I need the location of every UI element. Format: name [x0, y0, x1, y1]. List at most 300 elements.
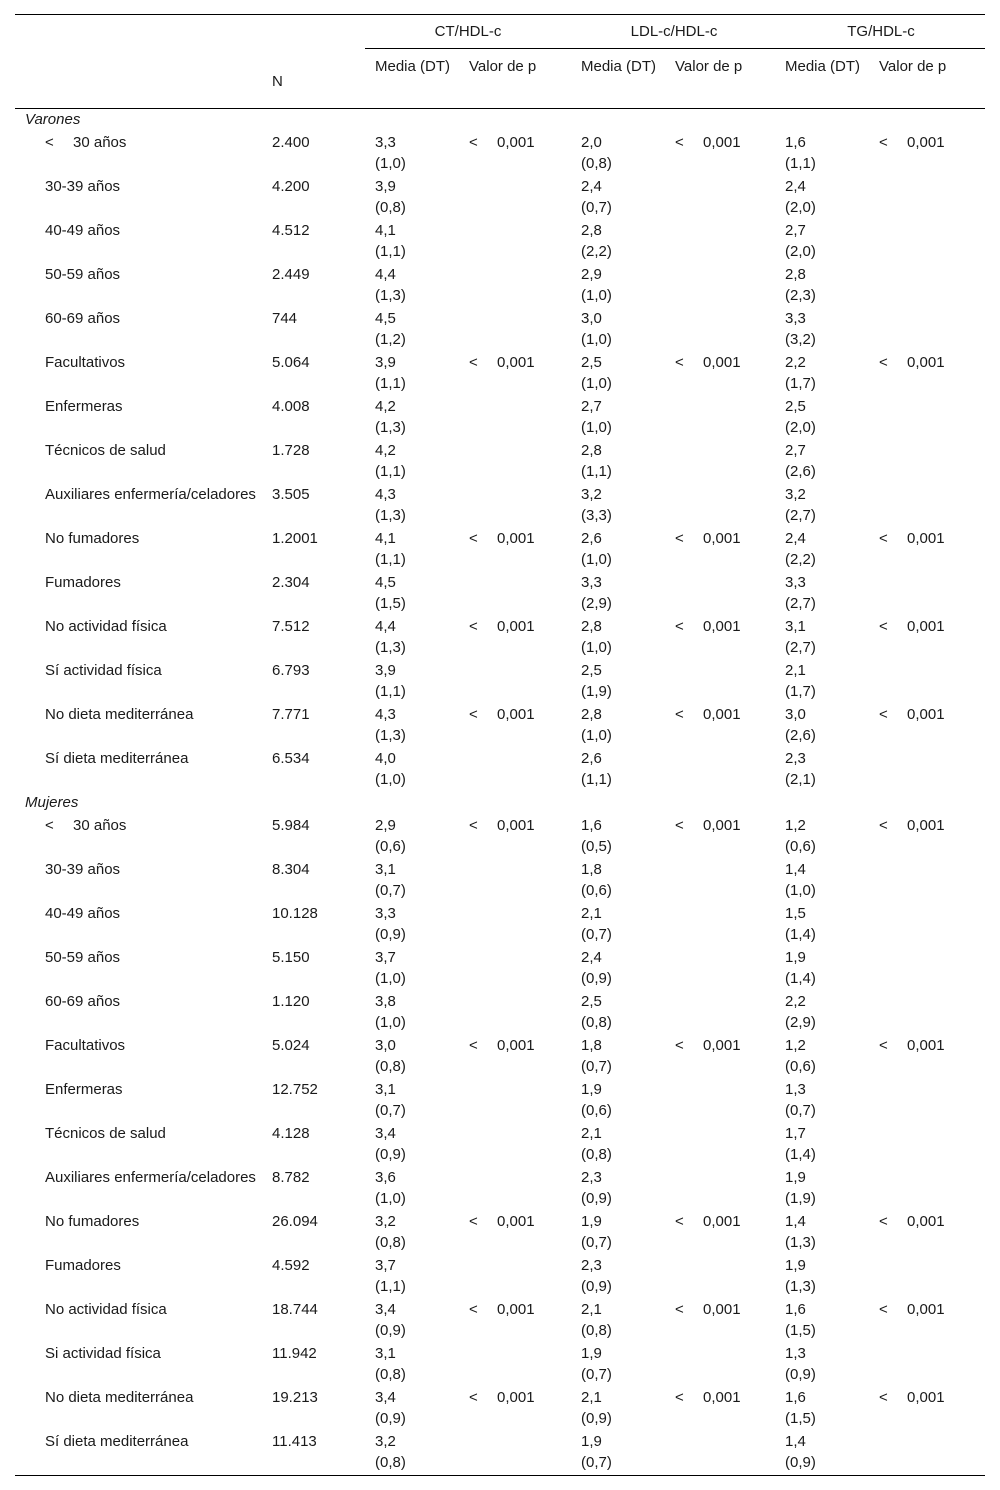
tg-sd: (1,1)	[785, 155, 816, 172]
header-ct-mean: Media (DT)	[375, 58, 451, 75]
ldl-pvalue-cell	[665, 176, 777, 220]
table-row	[15, 1255, 985, 1299]
ldl-mean-cell	[571, 572, 665, 616]
ldl-mean-cell	[571, 308, 665, 352]
ldl-sd: (0,5)	[581, 838, 612, 855]
section-title: Mujeres	[25, 794, 79, 811]
ldl-sd: (0,8)	[581, 1322, 612, 1339]
header-tg-mean: Media (DT)	[785, 58, 861, 75]
ldl-sd: (3,3)	[581, 507, 612, 524]
table-row	[15, 991, 985, 1035]
ct-pvalue-cell	[459, 815, 571, 859]
tg-sd: (2,7)	[785, 507, 816, 524]
header-ldl-hdl: LDL-c/HDL-c	[571, 15, 777, 49]
tg-sd: (1,0)	[785, 882, 816, 899]
n-value: 4.128	[272, 1125, 310, 1142]
tg-pvalue-cell	[867, 1299, 985, 1343]
tg-mean: 1,4	[785, 1213, 806, 1230]
tg-mean-cell	[777, 1299, 867, 1343]
ldl-sd: (1,0)	[581, 551, 612, 568]
n-value: 5.024	[272, 1037, 310, 1054]
ct-mean: 3,8	[375, 993, 396, 1010]
ldl-mean: 2,4	[581, 949, 602, 966]
row-label: Auxiliares enfermería/celadores	[45, 486, 256, 503]
ct-sd: (1,3)	[375, 419, 406, 436]
table-row	[15, 748, 985, 792]
ct-pvalue-cell	[459, 396, 571, 440]
tg-sd: (0,6)	[785, 1058, 816, 1075]
ldl-pvalue-cell	[665, 1123, 777, 1167]
tg-pvalue-cell	[867, 1343, 985, 1387]
ldl-mean-cell	[571, 1079, 665, 1123]
tg-mean-cell	[777, 947, 867, 991]
ct-mean-cell	[365, 264, 459, 308]
ct-pvalue-cell	[459, 1255, 571, 1299]
table-row	[15, 704, 985, 748]
ct-mean: 4,0	[375, 750, 396, 767]
ldl-mean-cell	[571, 1035, 665, 1079]
ct-pvalue-cell	[459, 1299, 571, 1343]
ct-mean: 3,9	[375, 662, 396, 679]
table-row	[15, 484, 985, 528]
row-label: Si actividad física	[45, 1345, 161, 1362]
tg-mean: 2,7	[785, 222, 806, 239]
ldl-mean: 1,9	[581, 1213, 602, 1230]
tg-pvalue-cell	[867, 1387, 985, 1431]
ldl-sd: (1,0)	[581, 639, 612, 656]
less-than-symbol: <	[469, 706, 478, 723]
ldl-sd: (0,9)	[581, 1190, 612, 1207]
tg-pvalue-cell	[867, 1211, 985, 1255]
tg-pvalue: 0,001	[907, 618, 945, 635]
ct-mean: 2,9	[375, 817, 396, 834]
less-than-symbol: <	[469, 618, 478, 635]
tg-sd: (0,9)	[785, 1454, 816, 1471]
ct-mean-cell	[365, 1387, 459, 1431]
ct-mean-cell	[365, 484, 459, 528]
tg-mean: 3,3	[785, 574, 806, 591]
tg-mean-cell	[777, 308, 867, 352]
tg-sd: (1,9)	[785, 1190, 816, 1207]
ct-sd: (1,1)	[375, 551, 406, 568]
ct-pvalue: 0,001	[497, 618, 535, 635]
ct-mean: 3,3	[375, 134, 396, 151]
ldl-sd: (0,8)	[581, 1014, 612, 1031]
ct-sd: (1,0)	[375, 155, 406, 172]
ct-pvalue: 0,001	[497, 354, 535, 371]
row-label: Técnicos de salud	[45, 1125, 166, 1142]
row-label: Enfermeras	[45, 398, 123, 415]
tg-sd: (2,7)	[785, 595, 816, 612]
row-label	[15, 132, 272, 176]
ldl-mean-cell	[571, 176, 665, 220]
tg-pvalue-cell	[867, 572, 985, 616]
ct-sd: (0,8)	[375, 1454, 406, 1471]
ldl-pvalue-cell	[665, 1431, 777, 1476]
ct-pvalue-cell	[459, 352, 571, 396]
header-blank-n	[272, 15, 365, 49]
ct-pvalue-cell	[459, 484, 571, 528]
ct-mean-cell	[365, 1299, 459, 1343]
tg-mean-cell	[777, 1343, 867, 1387]
less-than-symbol: <	[675, 354, 684, 371]
n-value: 6.793	[272, 662, 310, 679]
tg-sd: (1,4)	[785, 1146, 816, 1163]
n-value: 4.512	[272, 222, 310, 239]
tg-sd: (2,7)	[785, 639, 816, 656]
ct-pvalue-cell	[459, 903, 571, 947]
tg-pvalue-cell	[867, 352, 985, 396]
ct-sd: (0,7)	[375, 882, 406, 899]
tg-mean-cell	[777, 572, 867, 616]
ldl-mean: 2,6	[581, 750, 602, 767]
ldl-sd: (0,7)	[581, 1454, 612, 1471]
less-than-symbol: <	[675, 706, 684, 723]
ldl-pvalue: 0,001	[703, 354, 741, 371]
table-row	[15, 616, 985, 660]
ct-pvalue-cell	[459, 991, 571, 1035]
less-than-symbol: <	[469, 1213, 478, 1230]
less-than-symbol: <	[469, 530, 478, 547]
tg-sd: (2,6)	[785, 727, 816, 744]
ct-mean-cell	[365, 132, 459, 176]
tg-mean-cell	[777, 220, 867, 264]
less-than-symbol: <	[879, 706, 888, 723]
row-label: Enfermeras	[45, 1081, 123, 1098]
tg-mean-cell	[777, 132, 867, 176]
ct-sd: (1,0)	[375, 1014, 406, 1031]
header-tg-pvalue: Valor de p	[879, 58, 947, 75]
row-label: 30-39 años	[45, 178, 121, 195]
ldl-pvalue-cell	[665, 528, 777, 572]
tg-sd: (2,0)	[785, 419, 816, 436]
table-row	[15, 1079, 985, 1123]
ldl-mean-cell	[571, 947, 665, 991]
tg-pvalue-cell	[867, 704, 985, 748]
tg-mean-cell	[777, 748, 867, 792]
tg-mean-cell	[777, 1211, 867, 1255]
ldl-pvalue-cell	[665, 748, 777, 792]
ldl-pvalue-cell	[665, 264, 777, 308]
tg-pvalue: 0,001	[907, 1301, 945, 1318]
ct-mean: 3,9	[375, 354, 396, 371]
ldl-mean: 2,3	[581, 1257, 602, 1274]
ldl-pvalue-cell	[665, 396, 777, 440]
ldl-mean-cell	[571, 1343, 665, 1387]
row-label: No actividad física	[45, 1301, 167, 1318]
tg-sd: (0,6)	[785, 838, 816, 855]
ldl-mean-cell	[571, 220, 665, 264]
tg-mean: 1,4	[785, 861, 806, 878]
less-than-symbol: <	[879, 1389, 888, 1406]
table-row	[15, 396, 985, 440]
tg-mean: 2,5	[785, 398, 806, 415]
row-label-text: 30 años	[73, 817, 127, 834]
tg-sd: (1,3)	[785, 1234, 816, 1251]
tg-pvalue-cell	[867, 528, 985, 572]
tg-mean: 1,2	[785, 1037, 806, 1054]
tg-mean-cell	[777, 1167, 867, 1211]
n-value: 4.200	[272, 178, 310, 195]
ct-pvalue-cell	[459, 440, 571, 484]
ct-mean: 4,2	[375, 398, 396, 415]
n-value: 1.2001	[272, 530, 318, 547]
table-row	[15, 528, 985, 572]
ldl-sd: (1,0)	[581, 727, 612, 744]
ldl-mean: 1,9	[581, 1345, 602, 1362]
ldl-mean-cell	[571, 132, 665, 176]
n-value: 7.512	[272, 618, 310, 635]
header-label-col	[15, 49, 272, 109]
tg-mean: 2,8	[785, 266, 806, 283]
ldl-pvalue: 0,001	[703, 134, 741, 151]
ct-mean-cell	[365, 903, 459, 947]
ct-pvalue: 0,001	[497, 1301, 535, 1318]
ldl-pvalue: 0,001	[703, 817, 741, 834]
header-column-row	[15, 49, 985, 109]
ct-pvalue-cell	[459, 264, 571, 308]
tg-mean: 2,7	[785, 442, 806, 459]
ct-mean: 3,4	[375, 1301, 396, 1318]
n-value: 26.094	[272, 1213, 318, 1230]
ldl-pvalue-cell	[665, 947, 777, 991]
ldl-sd: (0,7)	[581, 1366, 612, 1383]
section-title: Varones	[25, 111, 81, 128]
tg-mean: 1,3	[785, 1345, 806, 1362]
ct-pvalue: 0,001	[497, 530, 535, 547]
ct-mean-cell	[365, 572, 459, 616]
ldl-mean-cell	[571, 528, 665, 572]
tg-mean: 1,2	[785, 817, 806, 834]
ldl-pvalue-cell	[665, 616, 777, 660]
ldl-mean: 1,8	[581, 1037, 602, 1054]
table-row	[15, 220, 985, 264]
ct-mean-cell	[365, 1079, 459, 1123]
tg-pvalue-cell	[867, 308, 985, 352]
row-label: Técnicos de salud	[45, 442, 166, 459]
ct-sd: (1,3)	[375, 727, 406, 744]
tg-mean-cell	[777, 991, 867, 1035]
ct-pvalue-cell	[459, 176, 571, 220]
ct-pvalue-cell	[459, 1123, 571, 1167]
tg-sd: (1,3)	[785, 1278, 816, 1295]
table-row	[15, 1123, 985, 1167]
header-ldl-pvalue: Valor de p	[675, 58, 743, 75]
tg-sd: (2,0)	[785, 199, 816, 216]
ldl-pvalue-cell	[665, 1211, 777, 1255]
ldl-pvalue-cell	[665, 440, 777, 484]
n-value: 11.942	[272, 1345, 317, 1362]
row-label: Sí dieta mediterránea	[45, 1433, 189, 1450]
less-than-symbol: <	[879, 1037, 888, 1054]
row-label: No fumadores	[45, 1213, 140, 1230]
ldl-sd: (0,7)	[581, 1058, 612, 1075]
ct-sd: (1,3)	[375, 507, 406, 524]
ct-sd: (1,0)	[375, 771, 406, 788]
ct-mean: 3,4	[375, 1389, 396, 1406]
n-value: 7.771	[272, 706, 310, 723]
ct-sd: (0,8)	[375, 199, 406, 216]
ldl-sd: (0,9)	[581, 1278, 612, 1295]
less-than-symbol: <	[469, 1389, 478, 1406]
ldl-mean-cell	[571, 616, 665, 660]
tg-mean: 2,2	[785, 993, 806, 1010]
header-ct-hdl: CT/HDL-c	[365, 15, 571, 49]
ct-pvalue: 0,001	[497, 817, 535, 834]
ldl-mean-cell	[571, 660, 665, 704]
header-ct-pvalue: Valor de p	[469, 58, 537, 75]
ct-mean-cell	[365, 1123, 459, 1167]
ldl-sd: (0,8)	[581, 155, 612, 172]
ct-pvalue-cell	[459, 1211, 571, 1255]
table-row	[15, 440, 985, 484]
ldl-mean: 2,8	[581, 442, 602, 459]
ct-mean: 3,3	[375, 905, 396, 922]
ct-sd: (0,9)	[375, 1410, 406, 1427]
ldl-mean: 3,0	[581, 310, 602, 327]
less-than-symbol: <	[675, 1213, 684, 1230]
tg-mean: 1,5	[785, 905, 806, 922]
tg-sd: (0,9)	[785, 1366, 816, 1383]
section-row	[15, 109, 985, 133]
ldl-sd: (1,0)	[581, 331, 612, 348]
tg-pvalue-cell	[867, 815, 985, 859]
ct-sd: (1,1)	[375, 375, 406, 392]
ct-sd: (1,1)	[375, 463, 406, 480]
ct-mean: 3,7	[375, 1257, 396, 1274]
header-group-row	[15, 15, 985, 49]
n-value: 4.592	[272, 1257, 310, 1274]
tg-pvalue-cell	[867, 396, 985, 440]
table-row	[15, 1387, 985, 1431]
ldl-mean: 2,8	[581, 706, 602, 723]
tg-sd: (1,5)	[785, 1322, 816, 1339]
tg-sd: (0,7)	[785, 1102, 816, 1119]
tg-sd: (1,4)	[785, 926, 816, 943]
tg-sd: (2,2)	[785, 551, 816, 568]
tg-mean: 3,2	[785, 486, 806, 503]
ct-mean-cell	[365, 1211, 459, 1255]
ct-pvalue: 0,001	[497, 134, 535, 151]
tg-pvalue: 0,001	[907, 817, 945, 834]
ldl-pvalue-cell	[665, 903, 777, 947]
ct-mean: 3,1	[375, 861, 396, 878]
less-than-symbol: <	[675, 530, 684, 547]
tg-pvalue: 0,001	[907, 1213, 945, 1230]
ct-mean-cell	[365, 660, 459, 704]
less-than-symbol: <	[879, 1301, 888, 1318]
ct-mean-cell	[365, 947, 459, 991]
ldl-pvalue-cell	[665, 660, 777, 704]
tg-mean: 1,6	[785, 134, 806, 151]
ct-mean: 3,1	[375, 1345, 396, 1362]
tg-pvalue-cell	[867, 1079, 985, 1123]
row-label: Fumadores	[45, 574, 121, 591]
n-value: 2.449	[272, 266, 310, 283]
n-value: 5.064	[272, 354, 310, 371]
ldl-pvalue: 0,001	[703, 1389, 741, 1406]
ct-sd: (0,8)	[375, 1234, 406, 1251]
tg-sd: (2,9)	[785, 1014, 816, 1031]
ldl-mean: 2,3	[581, 1169, 602, 1186]
ct-mean: 4,5	[375, 574, 396, 591]
row-label: 60-69 años	[45, 993, 121, 1010]
tg-mean: 2,1	[785, 662, 806, 679]
ldl-sd: (1,1)	[581, 463, 612, 480]
tg-mean-cell	[777, 484, 867, 528]
tg-mean-cell	[777, 903, 867, 947]
ldl-sd: (2,2)	[581, 243, 612, 260]
ldl-mean-cell	[571, 484, 665, 528]
tg-mean: 2,2	[785, 354, 806, 371]
ct-mean: 4,4	[375, 618, 396, 635]
less-than-symbol: <	[675, 1301, 684, 1318]
less-than-symbol: <	[879, 530, 888, 547]
row-label: No fumadores	[45, 530, 140, 547]
ldl-mean-cell	[571, 859, 665, 903]
n-value: 2.400	[272, 134, 310, 151]
n-value: 6.534	[272, 750, 310, 767]
ldl-mean: 2,1	[581, 905, 602, 922]
ct-sd: (0,8)	[375, 1058, 406, 1075]
ct-mean: 3,0	[375, 1037, 396, 1054]
ct-pvalue: 0,001	[497, 706, 535, 723]
row-label	[15, 815, 272, 859]
tg-mean-cell	[777, 176, 867, 220]
less-than-symbol: <	[879, 134, 888, 151]
table-row	[15, 308, 985, 352]
tg-sd: (1,5)	[785, 1410, 816, 1427]
tg-mean: 1,4	[785, 1433, 806, 1450]
ldl-mean: 2,5	[581, 354, 602, 371]
ldl-mean: 3,2	[581, 486, 602, 503]
ldl-mean: 3,3	[581, 574, 602, 591]
tg-mean-cell	[777, 1079, 867, 1123]
ldl-mean-cell	[571, 1431, 665, 1476]
tg-mean: 1,9	[785, 1169, 806, 1186]
tg-mean-cell	[777, 704, 867, 748]
tg-pvalue-cell	[867, 220, 985, 264]
tg-mean: 3,3	[785, 310, 806, 327]
table-row	[15, 176, 985, 220]
ldl-sd: (1,1)	[581, 771, 612, 788]
table-row	[15, 660, 985, 704]
ldl-pvalue: 0,001	[703, 1213, 741, 1230]
row-label: 60-69 años	[45, 310, 121, 327]
ldl-mean-cell	[571, 352, 665, 396]
row-label: No dieta mediterránea	[45, 1389, 194, 1406]
ct-sd: (1,1)	[375, 683, 406, 700]
ldl-sd: (0,9)	[581, 970, 612, 987]
n-value: 18.744	[272, 1301, 318, 1318]
tg-mean-cell	[777, 1035, 867, 1079]
ct-mean: 3,9	[375, 178, 396, 195]
ct-mean-cell	[365, 440, 459, 484]
table-row	[15, 903, 985, 947]
tg-pvalue-cell	[867, 264, 985, 308]
tg-mean: 3,1	[785, 618, 806, 635]
ct-pvalue-cell	[459, 1079, 571, 1123]
tg-mean: 3,0	[785, 706, 806, 723]
ldl-mean-cell	[571, 704, 665, 748]
ldl-sd: (1,0)	[581, 419, 612, 436]
ct-pvalue-cell	[459, 748, 571, 792]
less-than-symbol: <	[675, 817, 684, 834]
tg-mean: 1,7	[785, 1125, 806, 1142]
row-label: 50-59 años	[45, 949, 121, 966]
ldl-mean: 2,6	[581, 530, 602, 547]
tg-pvalue-cell	[867, 947, 985, 991]
